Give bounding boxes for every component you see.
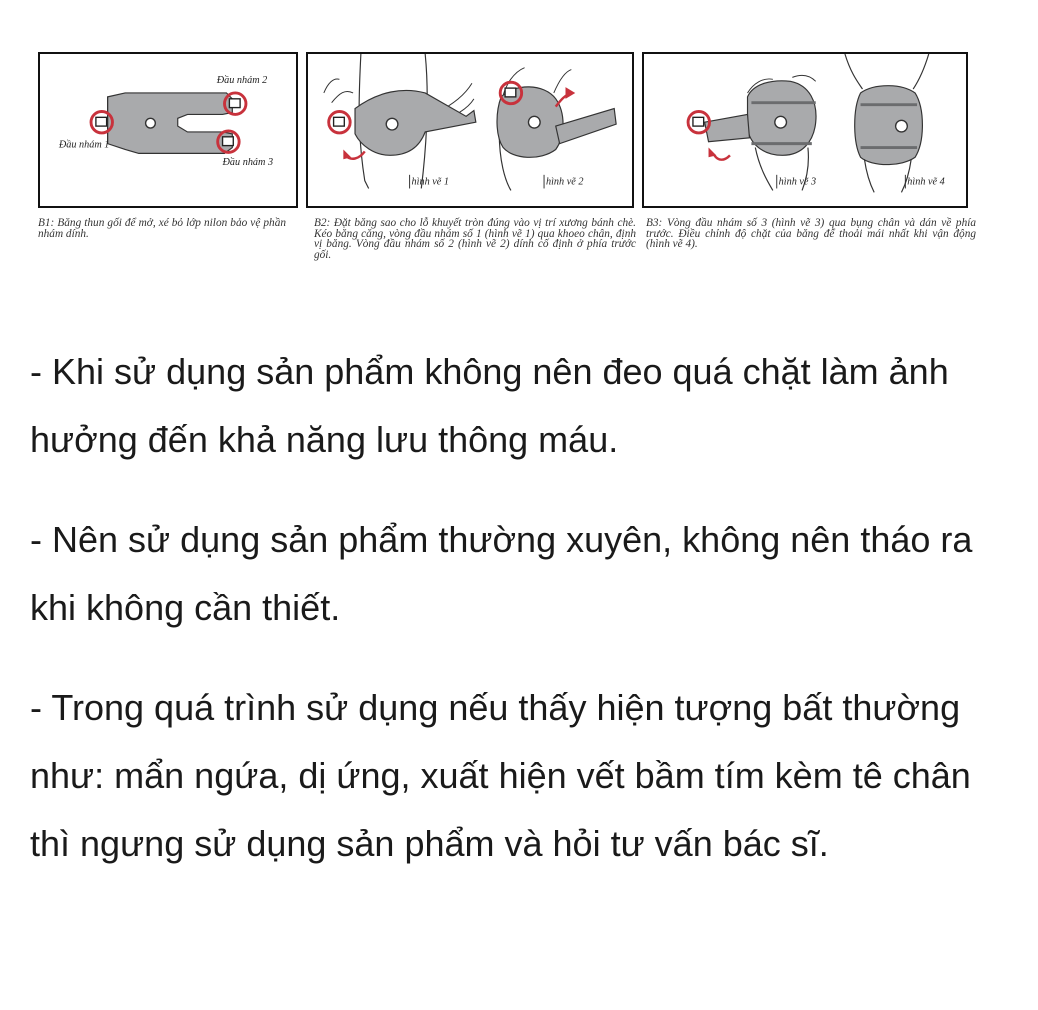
note-item: - Trong quá trình sử dụng nếu thấy hiện tượng bất thường như: mẩn ngứa, dị ứng, xuất hiện vết bầm tím kèm tê chân thì ngưng sử dụng sản phẩm và hỏi tư vấn bác sĩ.	[30, 687, 971, 864]
instruction-captions	[38, 218, 978, 288]
fig4-label: hình vẽ 4	[907, 176, 945, 188]
figure-panel-b3	[642, 52, 968, 208]
caption-step-2: B2: Đặt băng sao cho lỗ khuyết tròn đúng vào vị trí xương bánh chè. Kéo băng căng, vòng đầu nhám số 1 (hình vẽ 1) qua khoeo chân, định vị băng. Vòng đầu nhám số 2 (hình vẽ 2) dính cố định ở phía trước gối.	[314, 217, 636, 261]
fig2-label: hình vẽ 2	[546, 176, 584, 188]
caption-step-3: B3: Vòng đầu nhám số 3 (hình vẽ 3) qua bụng chân và dán về phía trước. Điều chỉnh độ chặt của băng để thoải mái nhất khi vận động (hình vẽ 4).	[646, 217, 976, 250]
fig3-label: hình vẽ 3	[778, 176, 817, 188]
fig1-label: hình vẽ 1	[411, 176, 450, 188]
caption-step-1: B1: Băng thun gối để mở, xé bỏ lớp nilon bảo vệ phần nhám dính.	[38, 217, 286, 240]
note-item: - Nên sử dụng sản phẩm thường xuyên, không nên tháo ra khi không cần thiết.	[30, 519, 973, 628]
brace-wrap-illustration-3-4	[644, 54, 966, 206]
label-tab1: Đầu nhám 1	[58, 139, 110, 151]
brace-flat-illustration	[40, 54, 296, 206]
fig1-tab-marker	[329, 111, 350, 132]
label-tab3: Đầu nhám 3	[222, 157, 274, 169]
figure-panel-b1	[38, 52, 298, 208]
label-tab2: Đầu nhám 2	[216, 75, 268, 87]
figure-panel-b2	[306, 52, 634, 208]
usage-notes	[30, 338, 1010, 910]
brace-wrap-illustration-1-2	[308, 54, 632, 206]
instruction-figures	[38, 52, 968, 212]
note-item: - Khi sử dụng sản phẩm không nên đeo quá chặt làm ảnh hưởng đến khả năng lưu thông máu.	[30, 351, 949, 460]
